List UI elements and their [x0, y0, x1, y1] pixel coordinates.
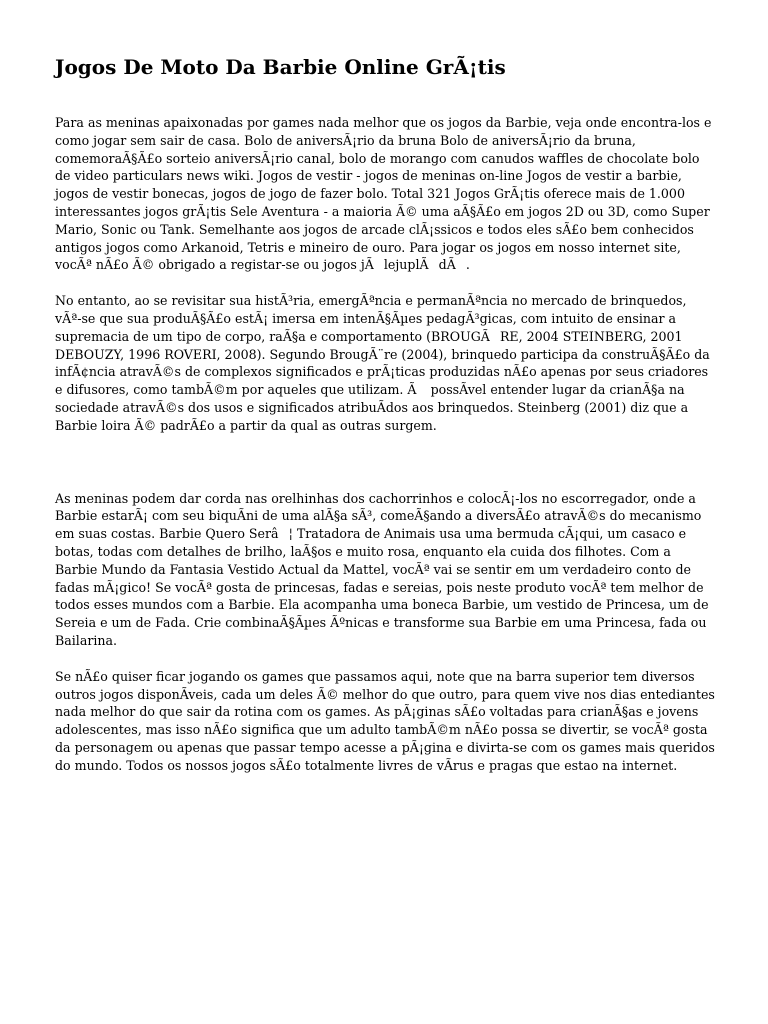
page-title: Jogos De Moto Da Barbie Online GrÃ¡tis: [55, 55, 506, 79]
paragraph-3: As meninas podem dar corda nas orelhinhas dos cachorrinhos e colocÃ¡-los no escorregador, onde a Barbie estarÃ¡ com seu biquÃni de uma alÃ§a sÃ³, comeÃ§ando a diversÃ£o atravÃ©s do mecanismo em suas costas. Barbie Quero Serâ¦ Tratadora de Animais usa uma bermuda cÃ¡qui, um casaco e botas, todas com detalhes de brilho, laÃ§os e muito rosa, enquanto ela cuida dos filhotes. Com a Barbie Mundo da Fantasia Vestido Actual da Mattel, vocÃª vai se sentir em um verdadeiro conto de fadas mÃ¡gico! Se vocÃª gosta de princesas, fadas e sereias, pois neste produto vocÃª tem melhor de todos esses mundos com a Barbie. Ela acompanha uma boneca Barbie, um vestido de Princesa, um de Sereia e um de Fada. Crie combinaÃ§Ãµes Ãºnicas e transforme sua Barbie em uma Princesa, fada ou Bailarina.: [55, 490, 709, 648]
paragraph-1: Para as meninas apaixonadas por games nada melhor que os jogos da Barbie, veja onde encontra-los e como jogar sem sair de casa. Bolo de aniversÃ¡rio da bruna Bolo de aniversÃ¡rio da bruna, comemoraÃ§Ã£o sorteio aniversÃ¡rio canal, bolo de morango com canudos waffles de chocolate bolo de video particulars news wiki. Jogos de vestir - jogos de meninas on-line Jogos de vestir a barbie, jogos de vestir bonecas, jogos de jogo de fazer bolo. Total 321 Jogos GrÃ¡tis oferece mais de 1.000 interessantes jogos grÃ¡tis Sele Aventura - a maioria Ã© uma aÃ§Ã£o em jogos 2D ou 3D, como Super Mario, Sonic ou Tank. Semelhante aos jogos de arcade clÃ¡ssicos e todos eles sÃ£o bem conhecidos antigos jogos como Arkanoid, Tetris e mineiro de ouro. Para jogar os jogos em nosso internet site, vocÃª nÃ£o Ã© obrigado a registar-se ou jogos jÃlejuplÃdÃ.: [55, 115, 712, 273]
paragraph-4: Se nÃ£o quiser ficar jogando os games que passamos aqui, note que na barra superior tem diversos outros jogos disponÃveis, cada um deles Ã© melhor do que outro, para quem vive nos dias entediantes nada melhor do que sair da rotina com os games. As pÃ¡ginas sÃ£o voltadas para crianÃ§as e jovens adolescentes, mas isso nÃ£o significa que um adulto tambÃ©m nÃ£o possa se divertir, se vocÃª gosta da personagem ou apenas que passar tempo acesse a pÃ¡gina e divirta-se com os games mais queridos do mundo. Todos os nossos jogos sÃ£o totalmente livres de vÃrus e pragas que estao na internet.: [55, 668, 715, 773]
paragraph-2: No entanto, ao se revisitar sua histÃ³ria, emergÃªncia e permanÃªncia no mercado de brinquedos, vÃª-se que sua produÃ§Ã£o estÃ¡ imersa em intenÃ§Ãµes pedagÃ³gicas, com intuito de ensinar a supremacia de um tipo de corpo, raÃ§a e comportamento (BROUGÃRE, 2004 STEINBERG, 2001 DEBOUZY, 1996 ROVERI, 2008). Segundo BrougÃ¨re (2004), brinquedo participa da construÃ§Ã£o da infÃ¢ncia atravÃ©s de complexos significados e prÃ¡ticas produzidas nÃ£o apenas por seus criadores e difusores, como tambÃ©m por aqueles que utilizam. Ã possÃvel entender lugar da crianÃ§a na sociedade atravÃ©s dos usos e significados atribuÃdos aos brinquedos. Steinberg (2001) diz que a Barbie loira Ã© padrÃ£o a partir da qual as outras surgem.: [55, 293, 710, 433]
document-page: [55, 52, 715, 775]
